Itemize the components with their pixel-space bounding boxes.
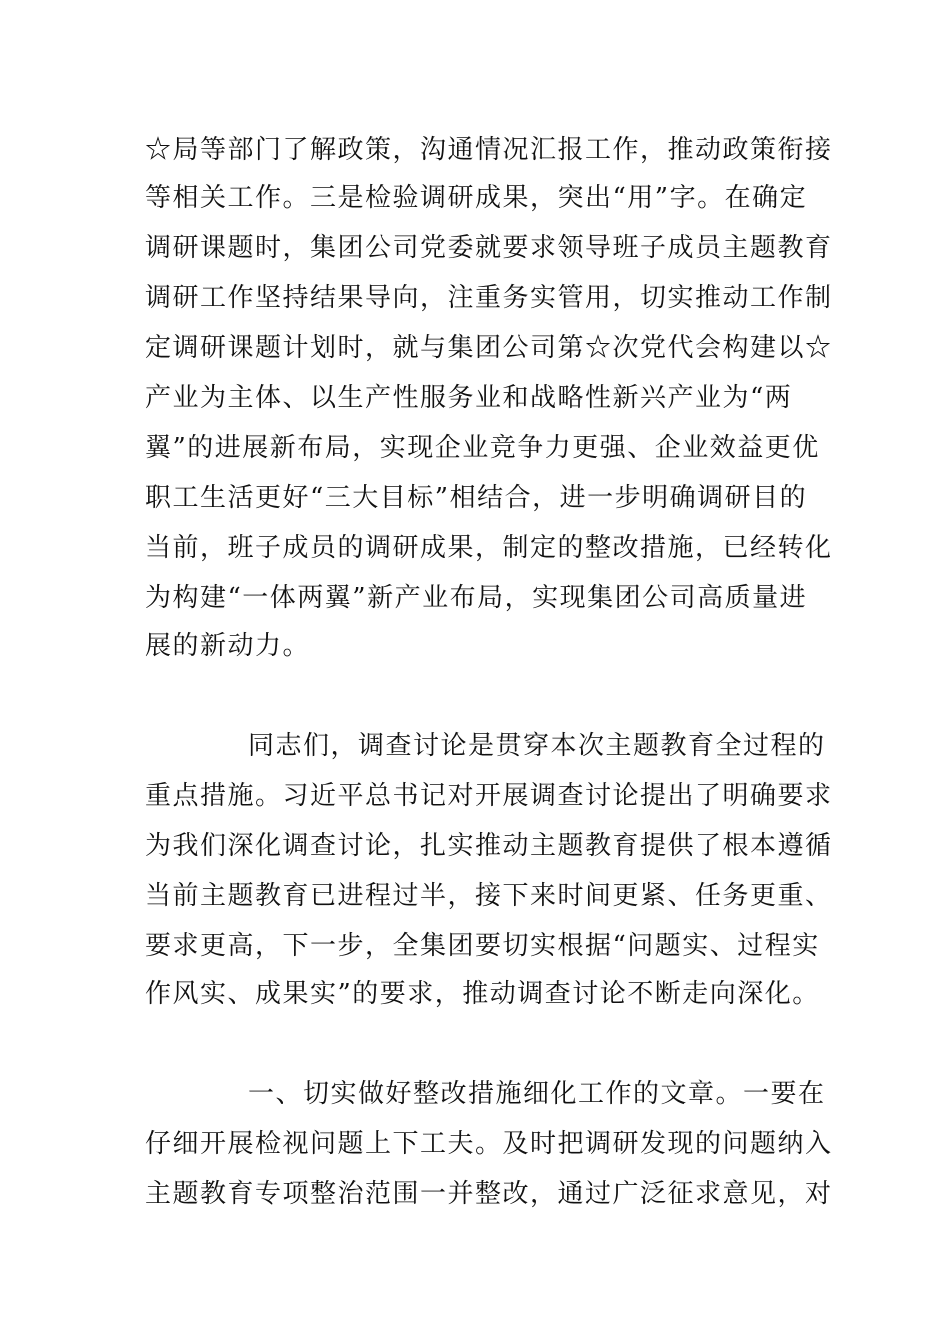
text-line: 仔细开展检视问题上下工夫。及时把调研发现的问题纳入	[145, 1129, 833, 1159]
text-line: 为构建“一体两翼”新产业布局，实现集团公司高质量进	[145, 583, 808, 613]
text-line: 当前主题教育已进程过半，接下来时间更紧、任务更重、	[145, 881, 833, 911]
text-line: 作风实、成果实”的要求，推动调查讨论不断走向深化。	[145, 979, 820, 1009]
text-line: 当前，班子成员的调研成果，制定的整改措施，已经转化	[145, 533, 833, 563]
text-line: 等相关工作。三是检验调研成果，突出“用”字。在确定	[145, 183, 808, 213]
text-line: 为我们深化调查讨论，扎实推动主题教育提供了根本遵循	[145, 831, 833, 861]
text-line: 展的新动力。	[145, 631, 311, 661]
text-line: 要求更高，下一步，全集团要切实根据“问题实、过程实	[145, 931, 820, 961]
text-line: 主题教育专项整治范围一并整改，通过广泛征求意见，对	[145, 1179, 833, 1209]
text-line: 一、切实做好整改措施细化工作的文章。一要在	[248, 1079, 826, 1109]
text-line: 同志们，调查讨论是贯穿本次主题教育全过程的	[248, 731, 826, 761]
text-line: 调研工作坚持结果导向，注重务实管用，切实推动工作制	[145, 283, 833, 313]
text-line: 翼”的进展新布局，实现企业竞争力更强、企业效益更优	[145, 433, 820, 463]
text-line: 产业为主体、以生产性服务业和战略性新兴产业为“两	[145, 383, 793, 413]
text-line: 定调研课题计划时，就与集团公司第☆次党代会构建以☆	[145, 333, 833, 363]
text-line: 职工生活更好“三大目标”相结合，进一步明确调研目的	[145, 483, 808, 513]
text-line: 调研课题时，集团公司党委就要求领导班子成员主题教育	[145, 233, 833, 263]
text-line: ☆局等部门了解政策，沟通情况汇报工作，推动政策衔接	[145, 135, 833, 165]
text-line: 重点措施。习近平总书记对开展调查讨论提出了明确要求	[145, 781, 833, 811]
